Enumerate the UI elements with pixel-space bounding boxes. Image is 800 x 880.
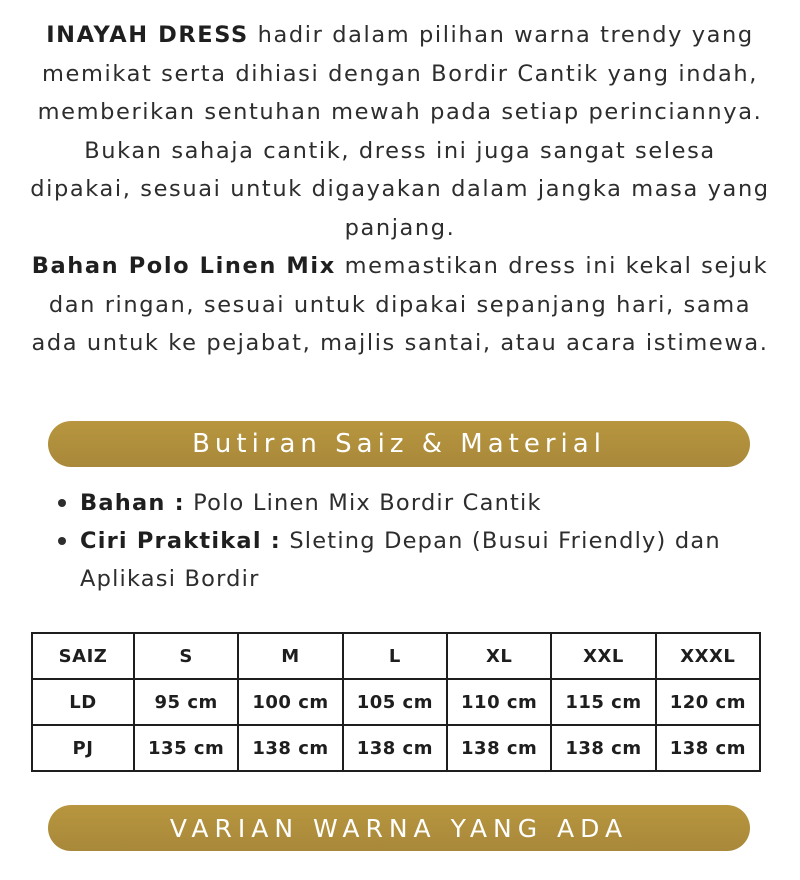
table-cell: 138 cm: [656, 725, 760, 771]
spec-item-features: [58, 522, 758, 598]
table-cell: 115 cm: [551, 679, 655, 725]
description-paragraph-1: [30, 16, 770, 247]
spec-label: Ciri Praktikal :: [80, 528, 281, 554]
table-cell: 120 cm: [656, 679, 760, 725]
spec-value: Polo Linen Mix Bordir Cantik: [184, 490, 542, 516]
table-row-pj: [32, 725, 760, 771]
table-cell: PJ: [32, 725, 134, 771]
bullet-icon: [58, 499, 66, 507]
description-paragraph-2: [30, 247, 770, 363]
table-cell: 105 cm: [343, 679, 447, 725]
header-cell: SAIZ: [32, 633, 134, 679]
details-banner: Butiran Saiz & Material: [48, 421, 750, 467]
header-cell: XXL: [551, 633, 655, 679]
color-variants-banner: VARIAN WARNA YANG ADA: [48, 805, 750, 851]
description-text-1: hadir dalam pilihan warna trendy yang memikat serta dihiasi dengan Bordir Cantik yang indah, memberikan sentuhan mewah pada setiap perinciannya. Bukan sahaja cantik, dress ini juga sangat selesa dipakai, sesuai untuk digayakan dalam jangka masa yang panjang.: [30, 22, 770, 241]
table-cell: 135 cm: [134, 725, 238, 771]
table-cell: LD: [32, 679, 134, 725]
header-cell: S: [134, 633, 238, 679]
table-cell: 138 cm: [551, 725, 655, 771]
table-row-ld: [32, 679, 760, 725]
table-cell: 138 cm: [343, 725, 447, 771]
table-cell: 100 cm: [238, 679, 342, 725]
table-cell: 95 cm: [134, 679, 238, 725]
header-cell: XXXL: [656, 633, 760, 679]
table-cell: 110 cm: [447, 679, 551, 725]
product-name: INAYAH DRESS: [46, 22, 249, 48]
spec-list: [58, 484, 758, 598]
spec-value: Sleting Depan (Busui Friendly) dan Aplikasi Bordir: [80, 528, 721, 592]
material-name: Bahan Polo Linen Mix: [31, 253, 336, 279]
spec-item-material: [58, 484, 758, 522]
header-cell: L: [343, 633, 447, 679]
description-text-2: memastikan dress ini kekal sejuk dan ringan, sesuai untuk dipakai sepanjang hari, sama ada untuk ke pejabat, majlis santai, atau acara istimewa.: [31, 253, 769, 356]
product-description: [30, 16, 770, 363]
bullet-icon: [58, 537, 66, 545]
table-header-row: [32, 633, 760, 679]
header-cell: M: [238, 633, 342, 679]
table-cell: 138 cm: [238, 725, 342, 771]
spec-label: Bahan :: [80, 490, 185, 516]
header-cell: XL: [447, 633, 551, 679]
table-cell: 138 cm: [447, 725, 551, 771]
size-table: [31, 632, 761, 772]
